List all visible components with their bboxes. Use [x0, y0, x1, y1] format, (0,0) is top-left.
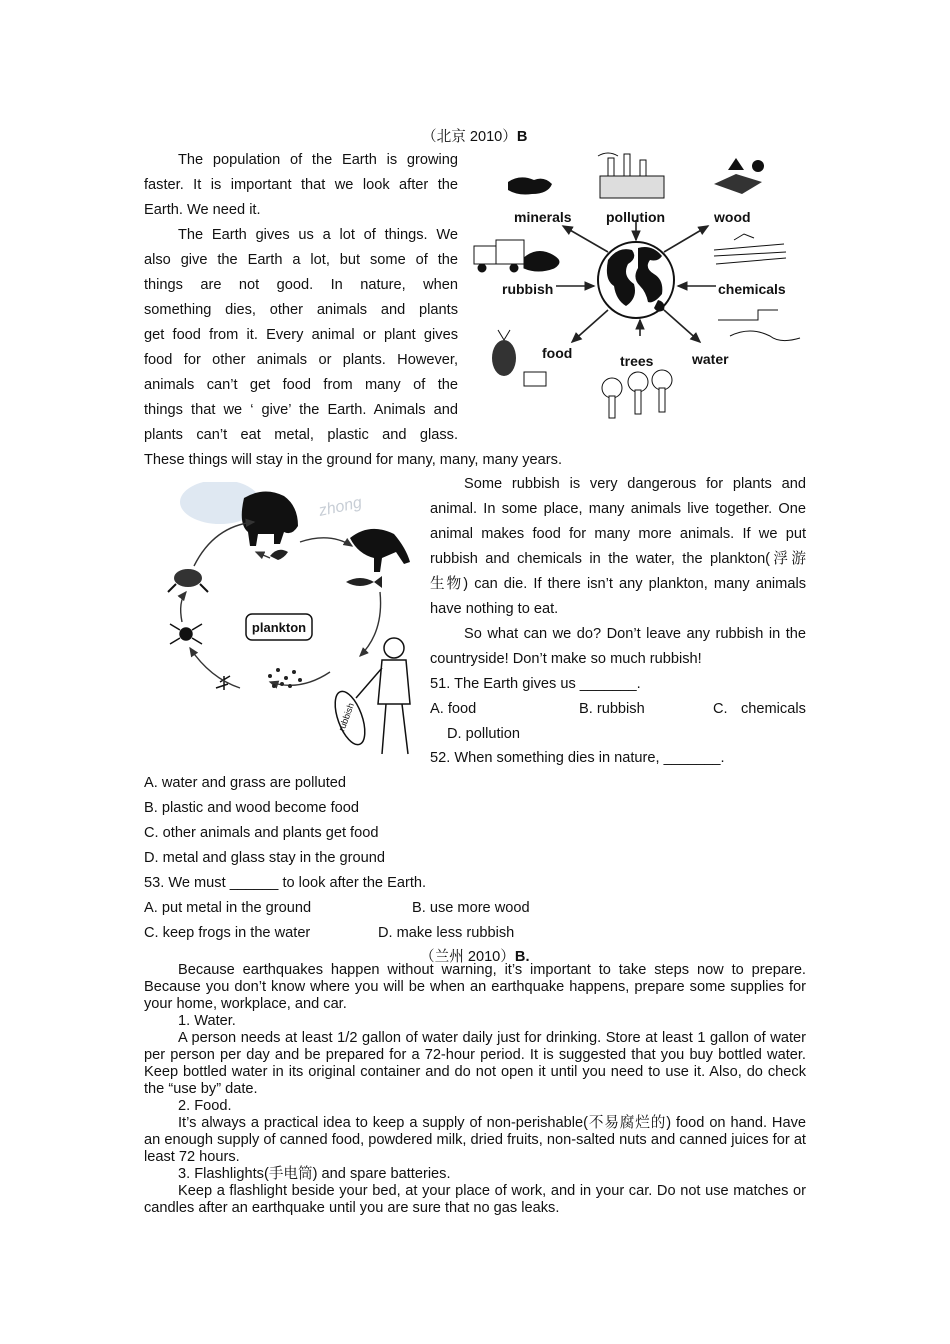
bag-label: rubbish — [336, 701, 356, 733]
text-line: rubbish and chemicals in the water, the plankton(浮游 — [430, 551, 806, 567]
truck-icon — [474, 240, 559, 272]
wood-icon — [714, 158, 764, 194]
farm-field-icon — [714, 234, 786, 264]
option-d: D. make less rubbish — [378, 925, 515, 941]
label-food: food — [542, 345, 573, 361]
option-d: D. pollution — [447, 726, 521, 742]
factory-icon — [598, 153, 664, 198]
label-pollution: pollution — [606, 209, 666, 225]
text-line: animal. In some place, many animals live together. One — [430, 501, 806, 517]
text-line: 生物) can die. If there isn’t any plankton, many animals — [430, 576, 806, 592]
paragraph: Because earthquakes happen without warning, it’s important to take steps now to prepare. Because you don’t know where you will be when an earthquake happens, prepare some supplies for your home, workplace, and car. — [144, 962, 806, 1012]
option-d: D. metal and glass stay in the ground — [144, 850, 385, 866]
globe-icon — [598, 242, 674, 318]
tap-icon — [718, 310, 800, 341]
text-line: The population of the Earth is growing — [178, 152, 458, 168]
minerals-icon — [508, 177, 552, 194]
option-a: A. food — [430, 701, 477, 717]
question-stem: 52. When something dies in nature, _______. — [430, 750, 725, 766]
section2-title-prefix: （兰州 2010） — [420, 949, 515, 965]
text-line: Some rubbish is very dangerous for plants and — [464, 476, 806, 492]
text-line: things are not good. In nature, when — [144, 277, 458, 293]
paragraph: Keep a flashlight beside your bed, at your place of work, and in your car. Do not use matches or candles after an earthquake until you are sure that no gas leaks. — [144, 1183, 806, 1216]
label-wood: wood — [714, 209, 751, 225]
section1-title — [422, 125, 527, 146]
earth-diagram — [468, 150, 808, 432]
label-trees: trees — [620, 353, 654, 369]
spider-icon — [170, 624, 202, 644]
question-stem: 51. The Earth gives us _______. — [430, 676, 641, 692]
text-line: countryside! Don’t make so much rubbish! — [430, 651, 702, 667]
option-c-letter: C. — [713, 701, 728, 717]
label-minerals: minerals — [514, 209, 572, 225]
text-line: something dies, other animals and plants — [144, 302, 458, 318]
heading-flashlights: 3. Flashlights(手电筒) and spare batteries. — [178, 1166, 451, 1182]
option-c-text: chemicals — [741, 701, 806, 717]
bird-icon — [270, 550, 288, 560]
plankton-label: plankton — [251, 620, 307, 635]
fish-icon — [346, 576, 382, 588]
text-line: animals can’t get food from many of the — [144, 377, 458, 393]
boy-with-bag-icon — [329, 638, 410, 754]
heading-food: 2. Food. — [178, 1098, 232, 1114]
text-line: get food from it. Every animal or plant gives — [144, 327, 458, 343]
option-a: A. put metal in the ground — [144, 900, 312, 916]
heading-water: 1. Water. — [178, 1013, 236, 1029]
section1-title-letter: B — [516, 129, 528, 145]
cycle-arrows — [181, 522, 381, 688]
question-stem: 53. We must ______ to look after the Earth. — [144, 875, 427, 891]
option-b: B. plastic and wood become food — [144, 800, 359, 816]
wolf-icon — [350, 529, 410, 572]
text-line: have nothing to eat. — [430, 601, 559, 617]
text-line: Earth. We need it. — [144, 202, 261, 218]
option-c: C. keep frogs in the water — [144, 925, 311, 941]
bear-icon — [242, 491, 298, 546]
frog-icon — [168, 569, 208, 592]
option-b: B. rubbish — [579, 701, 645, 717]
section1-title-prefix: （北京 2010） — [422, 129, 517, 145]
section2-title-letter: B. — [514, 949, 530, 965]
text-line: plants can’t eat metal, plastic and glass. — [144, 427, 458, 443]
watermark-text: zhong — [317, 494, 364, 520]
fruit-icon — [492, 330, 546, 386]
section2-body — [144, 962, 806, 1217]
text-line: So what can we do? Don’t leave any rubbish in the — [464, 626, 806, 642]
trees-icon — [602, 370, 672, 418]
text-line: These things will stay in the ground for many, many, many years. — [144, 452, 562, 468]
paragraph: A person needs at least 1/2 gallon of water daily just for drinking. Store at least 1 gallon of water per person per day and be prepared for a 72-hour period. It is suggested that you buy bottled water. Keep bottled water in its original container and do not open it until you need to use it. Also, do check the “use by” date. — [144, 1030, 806, 1097]
label-chemicals: chemicals — [718, 281, 786, 297]
text-line: food for other animals or plants. However, — [144, 352, 458, 368]
option-a: A. water and grass are polluted — [144, 775, 346, 791]
text-line: animal makes food for many more animals. If we put — [430, 526, 806, 542]
text-line: faster. It is important that we look after the — [144, 177, 458, 193]
paragraph: It’s always a practical idea to keep a supply of non-perishable(不易腐烂的) food on hand. Have an enough supply of canned food, powdered milk, dried fruits, non-salted nuts and canned juices for at least 72 hours. — [144, 1115, 806, 1165]
text-line: also give the Earth a lot, but some of the — [144, 252, 458, 268]
text-line: things that we ‘ give’ the Earth. Animals and — [144, 402, 458, 418]
label-rubbish: rubbish — [502, 281, 554, 297]
food-cycle-diagram — [150, 482, 422, 760]
text-line: The Earth gives us a lot of things. We — [178, 227, 458, 243]
option-b: B. use more wood — [412, 900, 530, 916]
option-c: C. other animals and plants get food — [144, 825, 379, 841]
label-water: water — [692, 351, 729, 367]
